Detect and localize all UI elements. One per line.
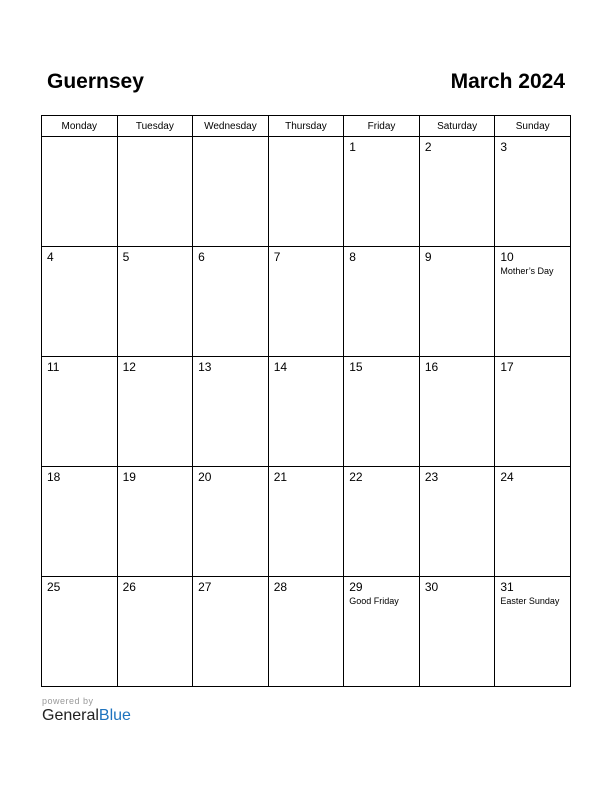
day-number: 18 — [47, 470, 61, 484]
day-number: 17 — [500, 360, 514, 374]
day-cell[interactable] — [268, 247, 344, 357]
day-number: 2 — [424, 140, 432, 154]
day-cell[interactable] — [495, 577, 571, 687]
day-number: 19 — [122, 470, 136, 484]
day-cell[interactable] — [344, 467, 420, 577]
weekday-header: Tuesday — [117, 116, 193, 137]
day-cell[interactable] — [344, 247, 420, 357]
day-number: 3 — [500, 140, 508, 154]
weekday-header-row — [42, 116, 571, 137]
day-number: 21 — [273, 470, 288, 484]
day-cell[interactable] — [495, 357, 571, 467]
country-title: Guernsey — [47, 70, 144, 93]
day-cell — [268, 137, 344, 247]
day-number: 27 — [198, 580, 212, 594]
footer-branding — [42, 696, 131, 725]
day-cell[interactable] — [42, 577, 118, 687]
day-number: 29 — [349, 580, 363, 594]
holiday-label: Good Friday — [349, 596, 399, 606]
day-number: 28 — [273, 580, 288, 594]
day-cell[interactable] — [193, 467, 269, 577]
day-number: 25 — [47, 580, 61, 594]
day-number: 31 — [500, 580, 514, 594]
day-number: 20 — [198, 470, 212, 484]
holiday-label: Mother’s Day — [500, 266, 554, 276]
day-cell[interactable] — [193, 357, 269, 467]
day-number: 23 — [424, 470, 439, 484]
day-cell — [117, 137, 193, 247]
day-cell[interactable] — [419, 467, 495, 577]
weekday-header: Saturday — [419, 116, 495, 137]
day-number: 6 — [198, 250, 205, 264]
brand-blue: Blue — [98, 707, 131, 724]
day-cell[interactable] — [117, 247, 193, 357]
day-number: 14 — [273, 360, 288, 374]
weekday-header: Wednesday — [193, 116, 269, 137]
week-row — [42, 137, 571, 247]
day-cell[interactable] — [419, 357, 495, 467]
weekday-header: Friday — [344, 116, 420, 137]
day-number: 11 — [47, 360, 60, 374]
day-cell — [193, 137, 269, 247]
day-cell[interactable] — [42, 247, 118, 357]
month-year-title: March 2024 — [450, 70, 565, 93]
day-cell[interactable] — [193, 247, 269, 357]
weekday-header: Thursday — [268, 116, 344, 137]
day-number: 13 — [198, 360, 212, 374]
brand-logo[interactable] — [42, 707, 131, 725]
calendar-grid — [41, 115, 571, 687]
day-number: 8 — [349, 250, 356, 264]
day-number: 9 — [424, 250, 432, 264]
day-number: 24 — [500, 470, 514, 484]
day-cell[interactable] — [344, 577, 420, 687]
week-row — [42, 247, 571, 357]
day-cell[interactable] — [268, 577, 344, 687]
day-number: 16 — [424, 360, 439, 374]
day-number: 10 — [500, 250, 514, 264]
day-number: 12 — [122, 360, 136, 374]
day-cell[interactable] — [117, 577, 193, 687]
day-number: 26 — [122, 580, 136, 594]
week-row — [42, 577, 571, 687]
day-cell[interactable] — [495, 137, 571, 247]
holiday-label: Easter Sunday — [500, 596, 560, 606]
day-cell[interactable] — [117, 357, 193, 467]
day-cell[interactable] — [268, 467, 344, 577]
day-number: 22 — [349, 470, 363, 484]
day-cell[interactable] — [419, 577, 495, 687]
day-cell — [42, 137, 118, 247]
day-number: 4 — [47, 250, 54, 264]
day-cell[interactable] — [419, 247, 495, 357]
day-cell[interactable] — [495, 247, 571, 357]
day-cell[interactable] — [193, 577, 269, 687]
day-cell[interactable] — [42, 357, 118, 467]
week-row — [42, 467, 571, 577]
day-number: 30 — [424, 580, 439, 594]
powered-by-text: powered by — [42, 696, 94, 706]
day-cell[interactable] — [268, 357, 344, 467]
day-cell[interactable] — [117, 467, 193, 577]
brand-general: General — [42, 707, 99, 724]
day-cell[interactable] — [344, 137, 420, 247]
day-cell[interactable] — [495, 467, 571, 577]
day-number: 15 — [349, 360, 363, 374]
weekday-header: Sunday — [495, 116, 571, 137]
week-row — [42, 357, 571, 467]
day-number: 5 — [122, 250, 130, 264]
day-cell[interactable] — [419, 137, 495, 247]
day-number: 7 — [273, 250, 281, 264]
day-cell[interactable] — [42, 467, 118, 577]
weekday-header: Monday — [42, 116, 118, 137]
day-cell[interactable] — [344, 357, 420, 467]
day-number: 1 — [349, 140, 356, 154]
